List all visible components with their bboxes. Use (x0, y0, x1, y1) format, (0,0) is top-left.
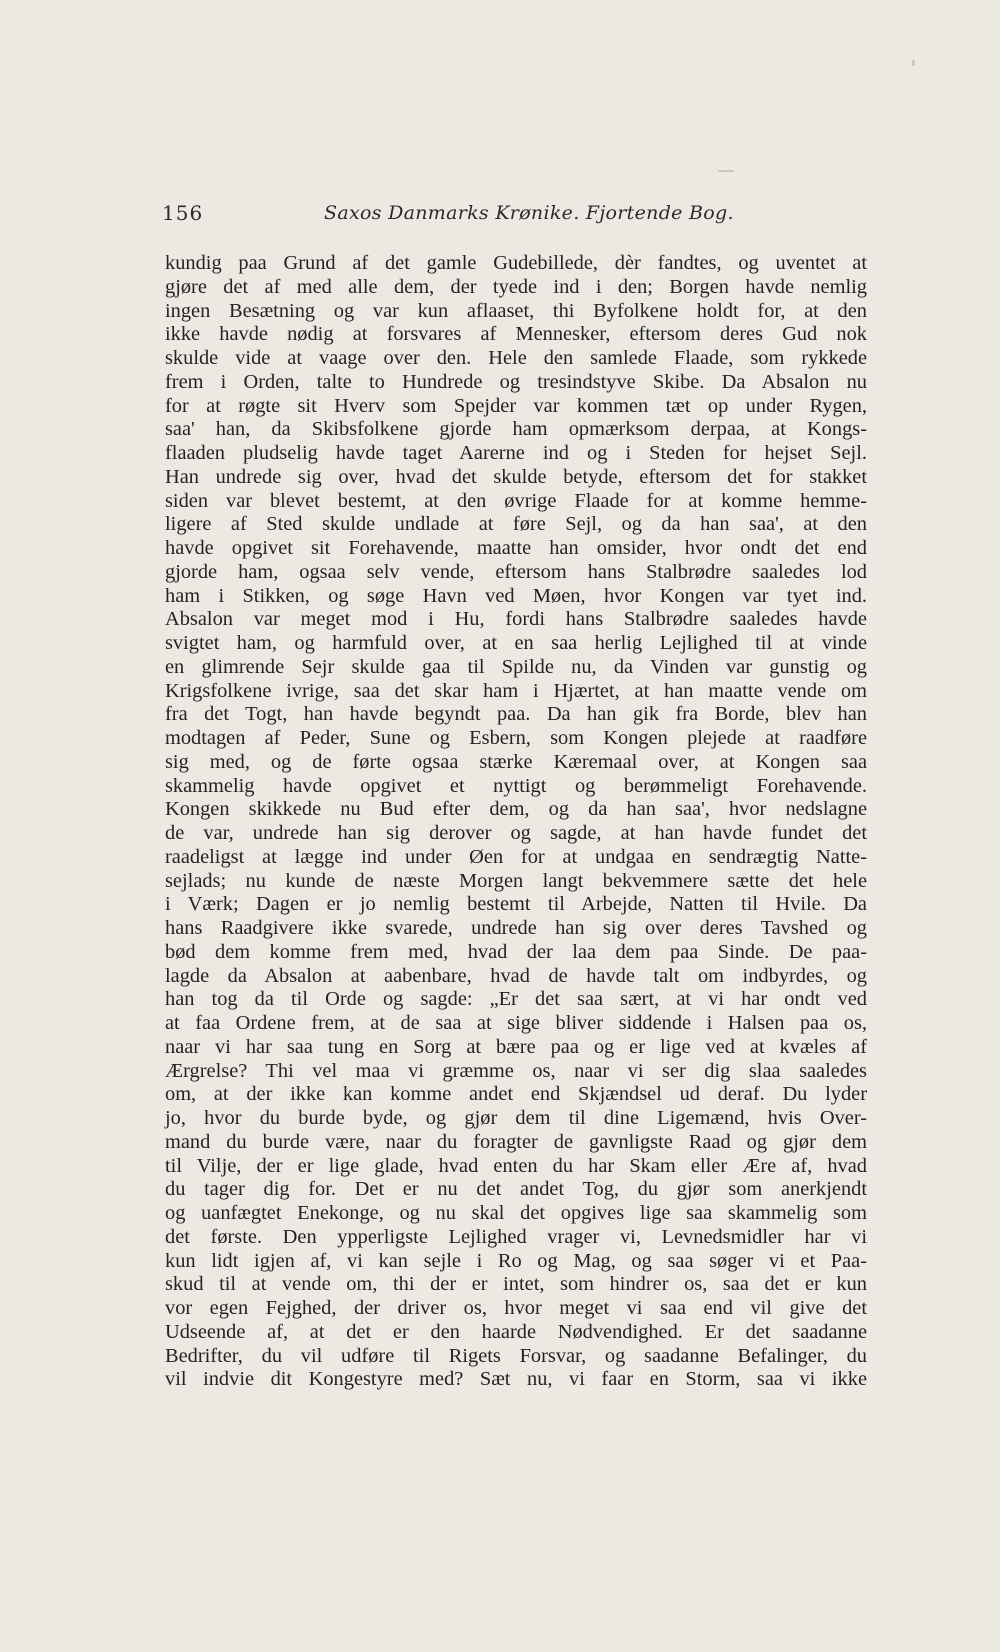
text-line: frem i Orden, talte to Hundrede og tresindstyve Skibe. Da Absalon nu (165, 370, 867, 393)
text-line: raadeligst at lægge ind under Øen for at undgaa en sendrægtig Natte- (165, 845, 867, 868)
text-line: i Værk; Dagen er jo nemlig bestemt til Arbejde, Natten til Hvile. Da (165, 893, 867, 916)
text-line: vil indvie dit Kongestyre med? Sæt nu, vi faar en Storm, saa vi ikke (165, 1368, 867, 1391)
text-line: Krigsfolkene ivrige, saa det skar ham i Hjærtet, at han maatte vende om (165, 679, 867, 702)
page-number: 156 (162, 201, 204, 225)
text-line: hans Raadgivere ikke svarede, undrede han sig over deres Tavshed og (165, 917, 867, 939)
text-line: jo, hvor du burde byde, og gjør dem til dine Ligemænd, hvis Over- (165, 1107, 867, 1129)
text-line: du tager dig for. Det er nu det andet Tog, du gjør som anerkjendt (165, 1178, 867, 1201)
text-line: Kongen skikkede nu Bud efter dem, og da han saa', hvor nedslagne (165, 798, 867, 821)
text-line: ingen Besætning og var kun aflaaset, thi Byfolkene holdt for, at den (165, 299, 867, 322)
text-line: Ærgrelse? Thi vel maa vi græmme os, naar vi ser dig slaa saaledes (165, 1059, 867, 1082)
running-head: Saxos Danmarks Krønike. Fjortende Bog. (324, 202, 734, 224)
text-line: gjøre det af med alle dem, der tyede ind i den; Borgen havde nemlig (165, 275, 867, 298)
text-line: til Vilje, der er lige glade, hvad enten du har Skam eller Ære af, hvad (165, 1154, 867, 1177)
text-line: mand du burde være, naar du foragter de gavnligste Raad og gjør dem (165, 1130, 867, 1153)
text-line: Han undrede sig over, hvad det skulde betyde, eftersom det for stakket (165, 465, 867, 488)
text-line: en glimrende Sejr skulde gaa til Spilde nu, da Vinden var gunstig og (165, 655, 867, 678)
text-line: vor egen Fejghed, der driver os, hvor meget vi saa end vil give det (165, 1297, 867, 1319)
text-line: kundig paa Grund af det gamle Gudebillede, dèr fandtes, og uventet at (165, 252, 867, 274)
text-line: naar vi har saa tung en Sorg at bære paa og er lige ved at kvæles af (165, 1035, 867, 1058)
text-line: Udseende af, at det er den haarde Nødvendighed. Er det saadanne (165, 1320, 867, 1343)
text-line: Absalon var meget mod i Hu, fordi hans Stalbrødre saaledes havde (165, 608, 867, 631)
text-line: skammelig havde opgivet et nyttigt og berømmeligt Forehavende. (165, 774, 867, 797)
text-line: bød dem komme frem med, hvad der laa dem paa Sinde. De paa- (165, 940, 867, 963)
page-header (162, 201, 874, 231)
text-line: modtagen af Peder, Sune og Esbern, som Kongen plejede at raadføre (165, 727, 867, 749)
text-line: de var, undrede han sig derover og sagde, at han havde fundet det (165, 822, 867, 844)
text-line: og uanfægtet Enekonge, og nu skal det opgives lige saa skammelig som (165, 1202, 867, 1224)
paper-speck (718, 170, 734, 172)
text-line: han tog da til Orde og sagde: „Er det saa sært, at vi har ondt ved (165, 988, 867, 1011)
text-line: sejlads; nu kunde de næste Morgen langt bekvemmere sætte det hele (165, 869, 867, 892)
text-line: sig med, og de førte ogsaa stærke Kæremaal over, at Kongen saa (165, 750, 867, 773)
text-line: svigtet ham, og harmfuld over, at en saa herlig Lejlighed til at vinde (165, 632, 867, 654)
text-line: om, at der ikke kan komme andet end Skjændsel ud deraf. Du lyder (165, 1083, 867, 1106)
paper-speck (912, 60, 915, 66)
text-line: havde opgivet sit Forehavende, maatte han omsider, hvor ondt det end (165, 537, 867, 559)
text-line: fra det Togt, han havde begyndt paa. Da han gik fra Borde, blev han (165, 703, 867, 726)
text-line: flaaden pludselig havde taget Aarerne ind og i Steden for hejset Sejl. (165, 442, 867, 464)
text-line: ham i Stikken, og søge Havn ved Møen, hvor Kongen var tyet ind. (165, 584, 867, 607)
text-line: gjorde ham, ogsaa selv vende, eftersom hans Stalbrødre saaledes lod (165, 560, 867, 583)
text-line: kun lidt igjen af, vi kan sejle i Ro og Mag, og saa søger vi et Paa- (165, 1249, 867, 1272)
body-text (165, 252, 867, 1392)
text-line: Bedrifter, du vil udføre til Rigets Forsvar, og saadanne Befalinger, du (165, 1344, 867, 1367)
text-line: ligere af Sted skulde undlade at føre Sejl, og da han saa', at den (165, 513, 867, 536)
text-line: for at røgte sit Hverv som Spejder var kommen tæt op under Rygen, (165, 394, 867, 417)
text-line: saa' han, da Skibsfolkene gjorde ham opmærksom derpaa, at Kongs- (165, 418, 867, 441)
text-line: lagde da Absalon at aabenbare, hvad de havde talt om indbyrdes, og (165, 964, 867, 987)
text-line: skulde vide at vaage over den. Hele den samlede Flaade, som rykkede (165, 347, 867, 369)
text-line: ikke havde nødig at forsvares af Mennesker, eftersom deres Gud nok (165, 323, 867, 346)
text-line: skud til at vende om, thi der er intet, som hindrer os, saa det er kun (165, 1273, 867, 1296)
text-line: at faa Ordene frem, at de saa at sige bliver siddende i Halsen paa os, (165, 1012, 867, 1034)
text-line: siden var blevet bestemt, at den øvrige Flaade for at komme hemme- (165, 489, 867, 512)
text-line: det første. Den ypperligste Lejlighed vrager vi, Levnedsmidler har vi (165, 1225, 867, 1248)
